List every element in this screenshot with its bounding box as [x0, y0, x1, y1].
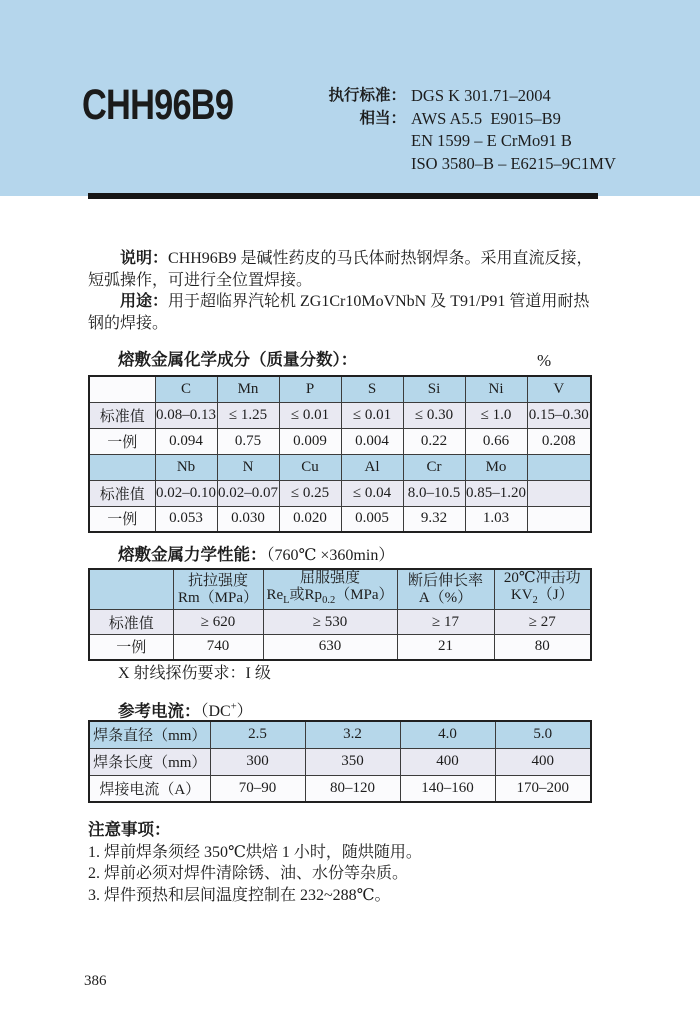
chem-standard-value: 0.08–0.13 [155, 402, 217, 428]
chem-band1-standard-row [89, 402, 591, 428]
current-value: 70–90 [210, 775, 305, 802]
diameter-value: 5.0 [495, 721, 591, 748]
standard-value: DGS K 301.71–2004 [411, 86, 551, 105]
chem-example-value [527, 506, 591, 532]
chem-element-header: V [527, 376, 591, 402]
chem-standard-value: ≤ 0.04 [341, 480, 403, 506]
mech-example-value: 21 [397, 635, 494, 660]
current-value: 140–160 [400, 775, 495, 802]
length-value: 350 [305, 748, 400, 775]
chem-example-value: 0.004 [341, 428, 403, 454]
current-value: 170–200 [495, 775, 591, 802]
chem-standard-value: ≤ 0.30 [403, 402, 465, 428]
chem-example-value: 0.22 [403, 428, 465, 454]
row-label: 一例 [89, 506, 155, 532]
chem-element-header: P [279, 376, 341, 402]
chem-element-header: Mo [465, 454, 527, 480]
equivalent-value-2: EN 1599 – E CrMo91 B [411, 131, 572, 150]
chem-example-value: 0.094 [155, 428, 217, 454]
chem-element-header: S [341, 376, 403, 402]
shuoming-label: 说明： [120, 250, 169, 267]
mech-standard-row [89, 610, 591, 635]
chemical-composition-table [88, 375, 592, 533]
chem-standard-value: ≤ 0.01 [341, 402, 403, 428]
chem-standard-value: 8.0–10.5 [403, 480, 465, 506]
chem-example-value: 0.005 [341, 506, 403, 532]
chem-standard-value [527, 480, 591, 506]
note-item: 2. 焊前必须对焊件清除锈、油、水份等杂质。 [88, 865, 409, 882]
mechanical-properties-table [88, 568, 592, 661]
row-label: 一例 [89, 428, 155, 454]
chem-band2-standard-row [89, 480, 591, 506]
equivalent-value-1: AWS A5.5 E9015–B9 [411, 108, 561, 128]
chem-example-value: 0.009 [279, 428, 341, 454]
current-condition: （DC+） [200, 702, 253, 721]
chem-example-value: 9.32 [403, 506, 465, 532]
length-row [89, 748, 591, 775]
mechanical-test-condition: （760℃ ×360min） [266, 547, 395, 564]
yongtu-label: 用途： [120, 293, 169, 310]
diameter-value: 3.2 [305, 721, 400, 748]
chem-standard-value: 0.85–1.20 [465, 480, 527, 506]
mech-example-row [89, 635, 591, 660]
tensile-strength-header: 抗拉强度 Rm（MPa） [173, 569, 263, 610]
product-code-title: CHH96B9 [82, 81, 234, 129]
row-label: 一例 [89, 635, 173, 660]
length-value: 400 [495, 748, 591, 775]
standard-label: 执行标准： [328, 87, 406, 104]
chem-element-header [527, 454, 591, 480]
chem-standard-value: 0.15–0.30 [527, 402, 591, 428]
chem-element-header: Si [403, 376, 465, 402]
mech-standard-value: ≥ 620 [173, 610, 263, 635]
chem-element-header: Cu [279, 454, 341, 480]
chem-element-header: C [155, 376, 217, 402]
notes-title: 注意事项： [88, 821, 171, 839]
length-value: 400 [400, 748, 495, 775]
chem-band1-header-row [89, 376, 591, 402]
diameter-value: 4.0 [400, 721, 495, 748]
chem-example-value: 0.053 [155, 506, 217, 532]
chem-standard-value: ≤ 0.25 [279, 480, 341, 506]
yield-strength-header: 屈服强度 $Re_L$或$Rp_{0.2}(MPa)$ [263, 569, 397, 610]
shuoming-text: CHH96B9 是碱性药皮的马氏体耐热钢焊条。采用直流反接，短弧操作，可进行全位置焊接。 [88, 250, 593, 289]
chem-example-value: 0.020 [279, 506, 341, 532]
chem-band2-example-row [89, 506, 591, 532]
row-label: 标准值 [89, 402, 155, 428]
mech-standard-value: ≥ 530 [263, 610, 397, 635]
chem-corner-cell [89, 376, 155, 402]
mech-example-value: 740 [173, 635, 263, 660]
chem-element-header: Mn [217, 376, 279, 402]
description-usage-note [88, 248, 594, 291]
chem-element-header: N [217, 454, 279, 480]
equivalent-label: 相当： [359, 109, 406, 127]
elongation-header: 断后伸长率 A（%） [397, 569, 494, 610]
reference-current-table [88, 720, 592, 803]
chem-element-header: Al [341, 454, 403, 480]
yongtu-text: 用于超临界汽轮机 ZG1Cr10MoVNbN 及 T91/P91 管道用耐热钢的焊接。 [88, 293, 590, 332]
row-label: 焊条直径（mm） [89, 721, 210, 748]
description-section [88, 248, 594, 334]
chem-corner-cell [89, 454, 155, 480]
mech-standard-value: ≥ 17 [397, 610, 494, 635]
chem-element-header: Ni [465, 376, 527, 402]
row-label: 焊接电流（A） [89, 775, 210, 802]
chem-element-header: Nb [155, 454, 217, 480]
equivalent-value-3: ISO 3580–B – E6215–9C1MV [411, 153, 616, 173]
mech-header-row [89, 569, 591, 610]
chem-example-value: 0.75 [217, 428, 279, 454]
chem-example-value: 0.208 [527, 428, 591, 454]
mechanical-section-title: 熔敷金属力学性能：（760℃ ×360min） [118, 546, 395, 564]
chem-standard-value: ≤ 1.0 [465, 402, 527, 428]
chem-standard-value: 0.02–0.10 [155, 480, 217, 506]
chem-example-value: 0.66 [465, 428, 527, 454]
length-value: 300 [210, 748, 305, 775]
chem-band2-header-row [89, 454, 591, 480]
application-note [88, 291, 594, 334]
chem-element-header: Cr [403, 454, 465, 480]
xray-requirement-note: X 射线探伤要求：I 级 [118, 665, 271, 682]
chem-standard-value: 0.02–0.07 [217, 480, 279, 506]
chem-example-value: 1.03 [465, 506, 527, 532]
impact-energy-header: 20℃冲击功 $KV_2(J)$ [494, 569, 591, 610]
page-number: 386 [84, 973, 107, 989]
current-value: 80–120 [305, 775, 400, 802]
diameter-row [89, 721, 591, 748]
notes-section [88, 820, 594, 906]
row-label: 焊条长度（mm） [89, 748, 210, 775]
note-item: 1. 焊前焊条须经 350℃烘焙 1 小时，随烘随用。 [88, 843, 422, 861]
diameter-value: 2.5 [210, 721, 305, 748]
mech-corner-cell [89, 569, 173, 610]
chem-standard-value: ≤ 1.25 [217, 402, 279, 428]
mech-example-value: 80 [494, 635, 591, 660]
current-section-title: 参考电流：（DC+） [118, 702, 253, 721]
chemical-section-title: 熔敷金属化学成分（质量分数）： [118, 351, 358, 369]
chem-standard-value: ≤ 0.01 [279, 402, 341, 428]
chem-example-value: 0.030 [217, 506, 279, 532]
row-label: 标准值 [89, 610, 173, 635]
chem-band1-example-row [89, 428, 591, 454]
welding-current-row [89, 775, 591, 802]
mech-standard-value: ≥ 27 [494, 610, 591, 635]
divider-bar [88, 193, 598, 199]
mech-example-value: 630 [263, 635, 397, 660]
standards-block [318, 85, 616, 175]
percent-unit: % [537, 351, 552, 370]
note-item: 3. 焊件预热和层间温度控制在 232~288℃。 [88, 886, 391, 904]
row-label: 标准值 [89, 480, 155, 506]
